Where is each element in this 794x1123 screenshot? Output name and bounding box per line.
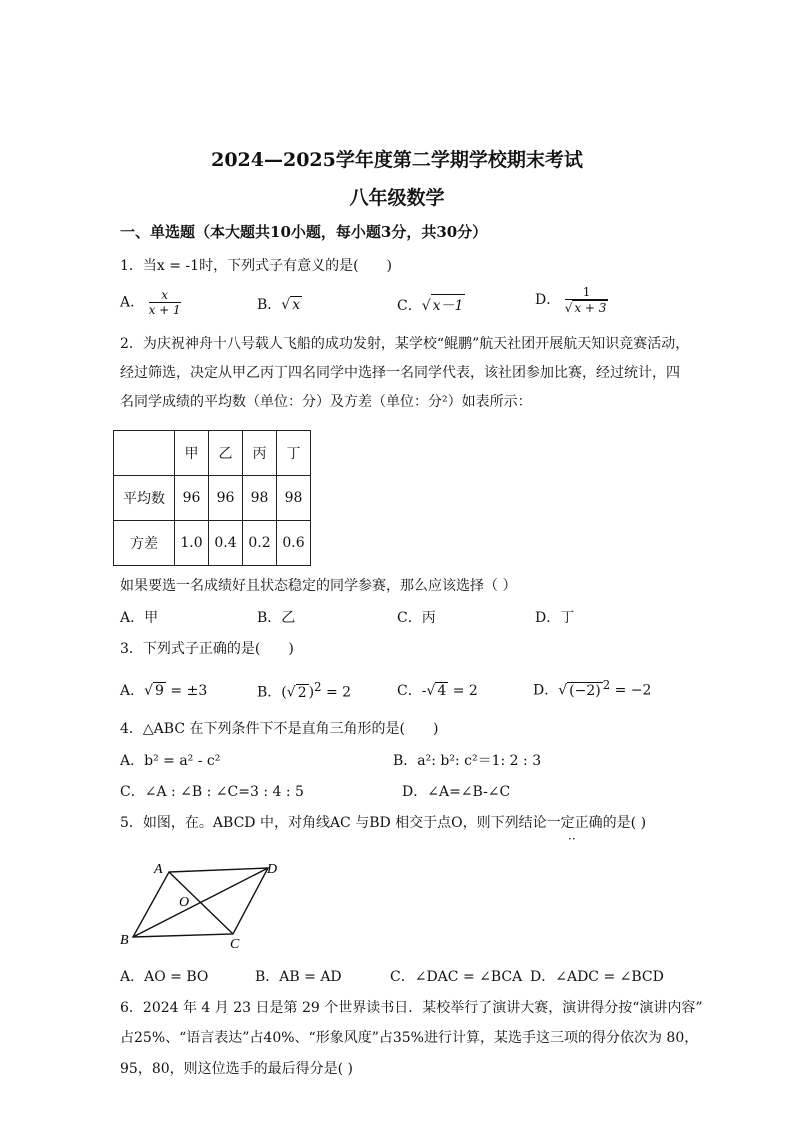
q2-line-1: 2．为庆祝神舟十八号载人飞船的成功发射，某学校“鲲鹏”航天社团开展航天知识竞赛活动，: [120, 336, 690, 352]
table-cell: 96: [175, 476, 209, 521]
vertex-b-label: B: [120, 933, 129, 948]
table-cell: 方差: [114, 521, 175, 566]
q6-line-3: 95，80，则这位选手的最后得分是( ): [120, 1061, 354, 1077]
q6-line-1: 6．2024 年 4 月 23 日是第 29 个世界读书日．某校举行了演讲大赛，演讲得分按“演讲内容”: [120, 1000, 703, 1016]
exam-title: 2024—2025学年度第二学期学校期末考试: [211, 149, 583, 171]
q1-option-b: B．√ x: [257, 297, 301, 313]
table-header-row: [114, 431, 311, 476]
q5-option-a: A．AO = BO: [120, 969, 209, 985]
q3-option-a: A．√ 9 = ±3: [120, 683, 208, 699]
q2-question: 如果要选一名成绩好且状态稳定的同学参赛，那么应该选择（ ）: [120, 578, 517, 594]
score-table: [113, 430, 311, 566]
diagonal-bd: [133, 868, 268, 937]
q1-option-d: D． $\frac{1}{√ x + 3}$: [535, 285, 607, 315]
q2-line-3: 名同学成绩的平均数（单位：分）及方差（单位：分²）如表所示：: [120, 394, 532, 410]
q4-option-d: D．∠A=∠B-∠C: [402, 784, 511, 800]
q1-option-c: C．√ x－1: [397, 294, 465, 315]
table-cell: 0.2: [243, 521, 277, 566]
table-cell: 乙: [209, 431, 243, 476]
q3-option-d: D．√ (−2) $^2$ = −2: [533, 678, 652, 699]
q2-option-a: A．甲: [120, 610, 159, 626]
q5-option-c: C．∠DAC = ∠BCA: [390, 969, 523, 985]
q1-option-a: A． $\frac{x}{x + 1}$: [120, 288, 181, 317]
table-row: [114, 476, 311, 521]
q5-option-d: D．∠ADC = ∠BCD: [530, 969, 664, 985]
table-cell: 1.0: [175, 521, 209, 566]
q2-line-2: 经过筛选，决定从甲乙丙丁四名同学中选择一名同学代表，该社团参加比赛，经过统计，四: [120, 365, 680, 381]
q4-option-a: A．b² = a² - c²: [120, 753, 221, 769]
q4-option-c: C．∠A : ∠B : ∠C=3 : 4 : 5: [120, 784, 304, 800]
parallelogram-figure: [110, 852, 290, 952]
center-o-label: O: [179, 895, 190, 910]
q3-option-b: B．(√ 2 )$^2$ = 2: [257, 680, 352, 701]
q6-line-2: 占25%、“语言表达”占40%、“形象风度”占35%进行计算，某选手这三项的得分依次为 80，: [120, 1030, 699, 1046]
vertex-a-label: A: [154, 862, 163, 877]
q1-stem: 1．当x = -1时，下列式子有意义的是( ): [120, 258, 392, 274]
table-cell: 甲: [175, 431, 209, 476]
table-cell: 96: [209, 476, 243, 521]
table-cell: 0.4: [209, 521, 243, 566]
q5-stem: 5．如图，在。ABCD 中，对角线AC 与BD 相交于点O，则下列结论一定正确的是( ): [120, 815, 647, 831]
q4-stem: 4．△ABC 在下列条件下不是直角三角形的是( ): [120, 721, 439, 737]
q2-option-c: C．丙: [397, 610, 436, 626]
section-heading: 一、单选题（本大题共10小题，每小题3分，共30分）: [120, 223, 488, 241]
table-cell: 平均数: [114, 476, 175, 521]
table-cell: [114, 431, 175, 476]
table-cell: 丙: [243, 431, 277, 476]
exam-subtitle: 八年级数学: [349, 187, 445, 209]
table-cell: 98: [243, 476, 277, 521]
q2-option-b: B．乙: [257, 610, 296, 626]
q4-option-b: B．a²: b²: c²＝1: 2 : 3: [393, 753, 542, 769]
table-cell: 丁: [277, 431, 311, 476]
q3-option-c: C．-√ 4 = 2: [397, 683, 478, 699]
emphasis-dots: ··: [568, 832, 576, 846]
q5-option-b: B．AB = AD: [255, 969, 342, 985]
table-row: [114, 521, 311, 566]
q2-option-d: D．丁: [535, 610, 575, 626]
table-cell: 98: [277, 476, 311, 521]
vertex-c-label: C: [230, 937, 240, 952]
table-cell: 0.6: [277, 521, 311, 566]
vertex-d-label: D: [267, 862, 278, 877]
q3-stem: 3．下列式子正确的是( ): [120, 641, 294, 657]
